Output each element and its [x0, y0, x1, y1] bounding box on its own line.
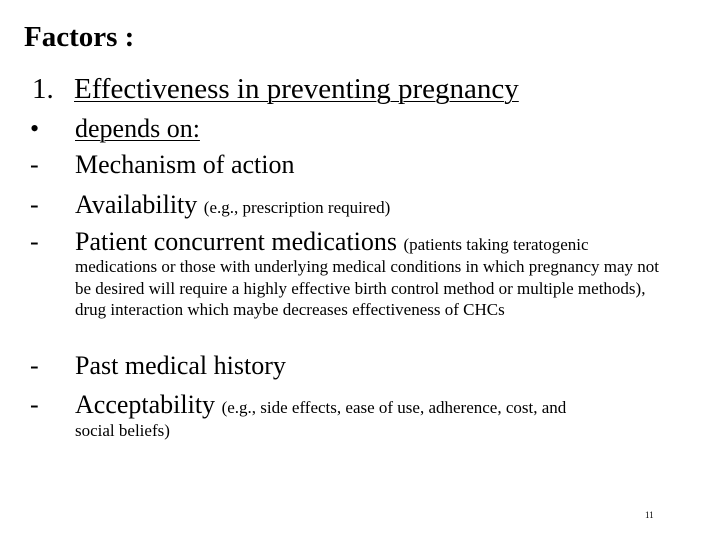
slide-title: Factors :	[24, 21, 135, 53]
heading-number: 1.	[32, 73, 54, 105]
list-item-text: Availability	[75, 190, 198, 219]
medications-continuation: medications or those with underlying medical conditions in which pregnancy may not be desired will require a highly effective birth control method or multiple methods), drug interaction which maybe decreases effectiveness of CHCs	[75, 257, 660, 319]
dash-marker: -	[30, 227, 39, 256]
list-item-note: (patients taking teratogenic	[403, 235, 589, 254]
dash-marker: -	[30, 150, 39, 179]
list-item-text: Acceptability	[75, 390, 216, 419]
bullet-marker: •	[30, 114, 40, 143]
list-item-text: depends on:	[75, 114, 200, 143]
list-item-text: Past medical history	[75, 351, 286, 380]
dash-marker: -	[30, 351, 39, 380]
list-item-note: (e.g., prescription required)	[203, 198, 391, 217]
dash-marker: -	[30, 390, 39, 419]
heading-text: Effectiveness in preventing pregnancy	[74, 73, 519, 105]
acceptability-continuation: social beliefs)	[75, 421, 170, 440]
list-item-note: (e.g., side effects, ease of use, adherence, cost, and	[221, 398, 567, 417]
section-heading	[32, 70, 519, 108]
dash-marker: -	[30, 190, 39, 219]
list-item-text: Patient concurrent medications	[75, 227, 398, 256]
page-number: 11	[645, 510, 654, 520]
list-item-text: Mechanism of action	[75, 150, 295, 179]
